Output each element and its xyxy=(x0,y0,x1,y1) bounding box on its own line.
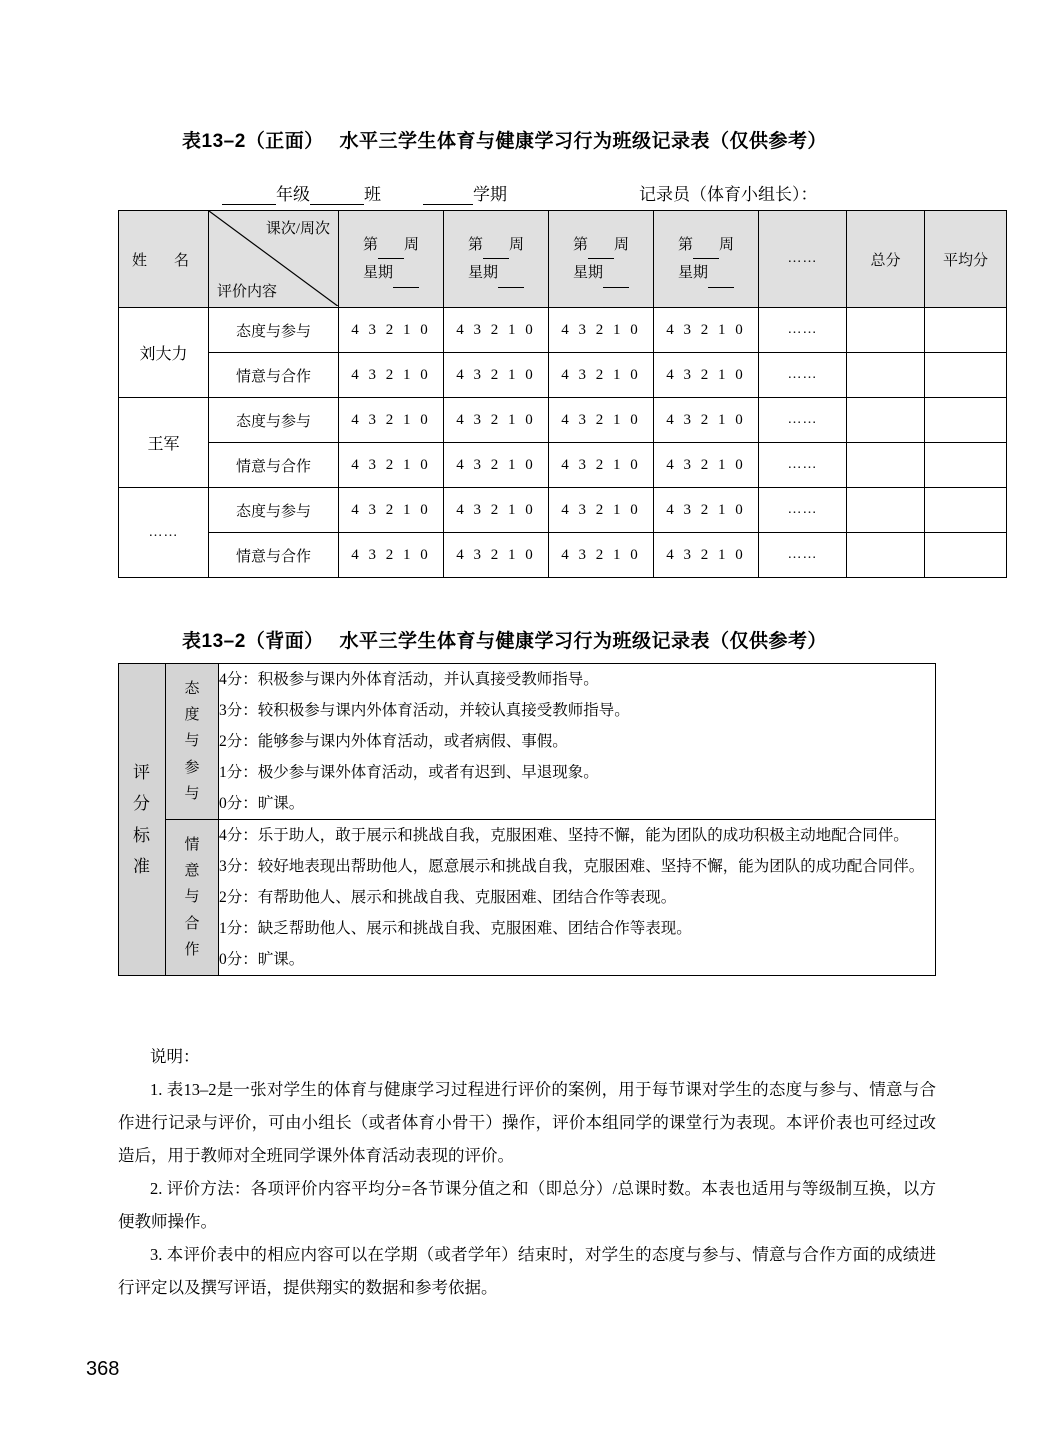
header-average: 平均分 xyxy=(925,211,1007,308)
score-cell[interactable]: 4 3 2 1 0 xyxy=(339,488,444,533)
table-header-row xyxy=(119,211,1007,308)
score-cell[interactable]: 4 3 2 1 0 xyxy=(549,398,654,443)
criteria-section-label-attitude: 态 度 与 参 与 xyxy=(166,664,219,820)
score-cell[interactable]: 4 3 2 1 0 xyxy=(444,353,549,398)
back-table-title: 表13–2（背面） 水平三学生体育与健康学习行为班级记录表（仅供参考） xyxy=(182,631,828,652)
table-row xyxy=(119,398,1007,443)
criteria-item: 0分：旷课。 xyxy=(219,795,305,812)
criteria-items-cooperation xyxy=(219,820,936,976)
table-row xyxy=(119,308,1007,353)
row-ellipsis: …… xyxy=(759,308,847,353)
header-split-cell xyxy=(209,211,339,308)
criterion-label: 态度与参与 xyxy=(209,488,339,533)
score-cell[interactable]: 4 3 2 1 0 xyxy=(444,398,549,443)
criteria-item: 2分：有帮助他人、展示和挑战自我、克服困难、团结合作等表现。 xyxy=(219,889,677,906)
row-ellipsis: …… xyxy=(759,488,847,533)
table-row xyxy=(119,533,1007,578)
row-ellipsis: …… xyxy=(759,353,847,398)
criterion-label: 情意与合作 xyxy=(209,533,339,578)
score-cell[interactable]: 4 3 2 1 0 xyxy=(339,398,444,443)
criteria-item: 3分：较积极参与课内外体育活动，并较认真接受教师指导。 xyxy=(219,702,630,719)
criteria-item: 2分：能够参与课内外体育活动，或者病假、事假。 xyxy=(219,733,568,750)
total-cell[interactable] xyxy=(847,488,925,533)
score-cell[interactable]: 4 3 2 1 0 xyxy=(549,443,654,488)
score-cell[interactable]: 4 3 2 1 0 xyxy=(444,308,549,353)
recorder-label: 记录员（体育小组长）： xyxy=(639,185,818,204)
criterion-label: 态度与参与 xyxy=(209,308,339,353)
average-cell[interactable] xyxy=(925,353,1007,398)
scoring-criteria-table xyxy=(118,663,936,976)
score-cell[interactable]: 4 3 2 1 0 xyxy=(444,488,549,533)
notes-heading: 说明： xyxy=(150,1047,200,1066)
score-cell[interactable]: 4 3 2 1 0 xyxy=(444,443,549,488)
score-cell[interactable]: 4 3 2 1 0 xyxy=(549,353,654,398)
score-cell[interactable]: 4 3 2 1 0 xyxy=(654,308,759,353)
table-row xyxy=(119,353,1007,398)
criteria-item: 4分：乐于助人，敢于展示和挑战自我，克服困难、坚持不懈，能为团队的成功积极主动地配合同伴。 xyxy=(219,827,909,844)
class-blank[interactable] xyxy=(310,187,364,205)
criteria-standard-label: 评 分 标 准 xyxy=(119,664,166,976)
score-cell[interactable]: 4 3 2 1 0 xyxy=(654,488,759,533)
page-number: 368 xyxy=(86,1358,120,1380)
header-week-1: 第 周 星期 xyxy=(339,211,444,308)
note-item-1: 1. 表13–2是一张对学生的体育与健康学习过程进行评价的案例，用于每节课对学生的态度与参与、情意与合作进行记录与评价，可由小组长（或者体育小骨干）操作，评价本组同学的课堂行为表现。本评价表也可经过改造后，用于教师对全班同学课外体育活动表现的评价。 xyxy=(118,1080,936,1165)
row-ellipsis: …… xyxy=(759,443,847,488)
score-cell[interactable]: 4 3 2 1 0 xyxy=(339,308,444,353)
criteria-item: 0分：旷课。 xyxy=(219,951,305,968)
criteria-item: 1分：极少参与课外体育活动，或者有迟到、早退现象。 xyxy=(219,764,599,781)
grade-label: 年级 xyxy=(276,185,310,204)
total-cell[interactable] xyxy=(847,443,925,488)
criterion-label: 情意与合作 xyxy=(209,443,339,488)
score-cell[interactable]: 4 3 2 1 0 xyxy=(339,533,444,578)
header-criteria-label: 评价内容 xyxy=(217,284,278,300)
criteria-section-label-cooperation: 情 意 与 合 作 xyxy=(166,820,219,976)
criteria-row-cooperation xyxy=(119,820,936,976)
score-cell[interactable]: 4 3 2 1 0 xyxy=(654,353,759,398)
front-table-blanks-row xyxy=(222,180,818,205)
total-cell[interactable] xyxy=(847,533,925,578)
score-cell[interactable]: 4 3 2 1 0 xyxy=(654,443,759,488)
score-cell[interactable]: 4 3 2 1 0 xyxy=(549,308,654,353)
criteria-row-attitude xyxy=(119,664,936,820)
score-cell[interactable]: 4 3 2 1 0 xyxy=(549,488,654,533)
criteria-item: 1分：缺乏帮助他人、展示和挑战自我、克服困难、团结合作等表现。 xyxy=(219,920,692,937)
score-cell[interactable]: 4 3 2 1 0 xyxy=(549,533,654,578)
grade-blank[interactable] xyxy=(222,187,276,205)
header-week-4: 第 周 星期 xyxy=(654,211,759,308)
header-week-3: 第 周 星期 xyxy=(549,211,654,308)
table-row xyxy=(119,443,1007,488)
note-item-3: 3. 本评价表中的相应内容可以在学期（或者学年）结束时，对学生的态度与参与、情意与合作方面的成绩进行评定以及撰写评语，提供翔实的数据和参考依据。 xyxy=(118,1245,936,1297)
student-name: …… xyxy=(119,488,209,578)
term-blank[interactable] xyxy=(423,187,473,205)
header-name: 姓 名 xyxy=(119,211,209,308)
row-ellipsis: …… xyxy=(759,533,847,578)
student-name: 王军 xyxy=(119,398,209,488)
criterion-label: 态度与参与 xyxy=(209,398,339,443)
row-ellipsis: …… xyxy=(759,398,847,443)
score-cell[interactable]: 4 3 2 1 0 xyxy=(654,398,759,443)
student-record-table xyxy=(118,210,1007,578)
term-label: 学期 xyxy=(473,185,507,204)
total-cell[interactable] xyxy=(847,353,925,398)
average-cell[interactable] xyxy=(925,533,1007,578)
note-item-2: 2. 评价方法：各项评价内容平均分=各节课分值之和（即总分）/总课时数。本表也适用与等级制互换，以方便教师操作。 xyxy=(118,1179,936,1231)
score-cell[interactable]: 4 3 2 1 0 xyxy=(444,533,549,578)
criteria-item: 4分：积极参与课内外体育活动，并认真接受教师指导。 xyxy=(219,671,599,688)
header-lesson-week-label: 课次/周次 xyxy=(265,221,330,237)
total-cell[interactable] xyxy=(847,398,925,443)
score-cell[interactable]: 4 3 2 1 0 xyxy=(339,353,444,398)
criteria-item: 3分：较好地表现出帮助他人，愿意展示和挑战自我，克服困难、坚持不懈，能为团队的成功配合同伴。 xyxy=(219,858,925,875)
average-cell[interactable] xyxy=(925,308,1007,353)
front-table-title: 表13–2（正面） 水平三学生体育与健康学习行为班级记录表（仅供参考） xyxy=(182,131,828,152)
table-row xyxy=(119,488,1007,533)
criterion-label: 情意与合作 xyxy=(209,353,339,398)
average-cell[interactable] xyxy=(925,443,1007,488)
score-cell[interactable]: 4 3 2 1 0 xyxy=(339,443,444,488)
total-cell[interactable] xyxy=(847,308,925,353)
header-week-2: 第 周 星期 xyxy=(444,211,549,308)
header-ellipsis: …… xyxy=(759,211,847,308)
class-label: 班 xyxy=(364,185,381,204)
student-name: 刘大力 xyxy=(119,308,209,398)
score-cell[interactable]: 4 3 2 1 0 xyxy=(654,533,759,578)
header-total: 总分 xyxy=(847,211,925,308)
notes-section xyxy=(118,1040,936,1304)
criteria-items-attitude xyxy=(219,664,936,820)
average-cell[interactable] xyxy=(925,398,1007,443)
average-cell[interactable] xyxy=(925,488,1007,533)
